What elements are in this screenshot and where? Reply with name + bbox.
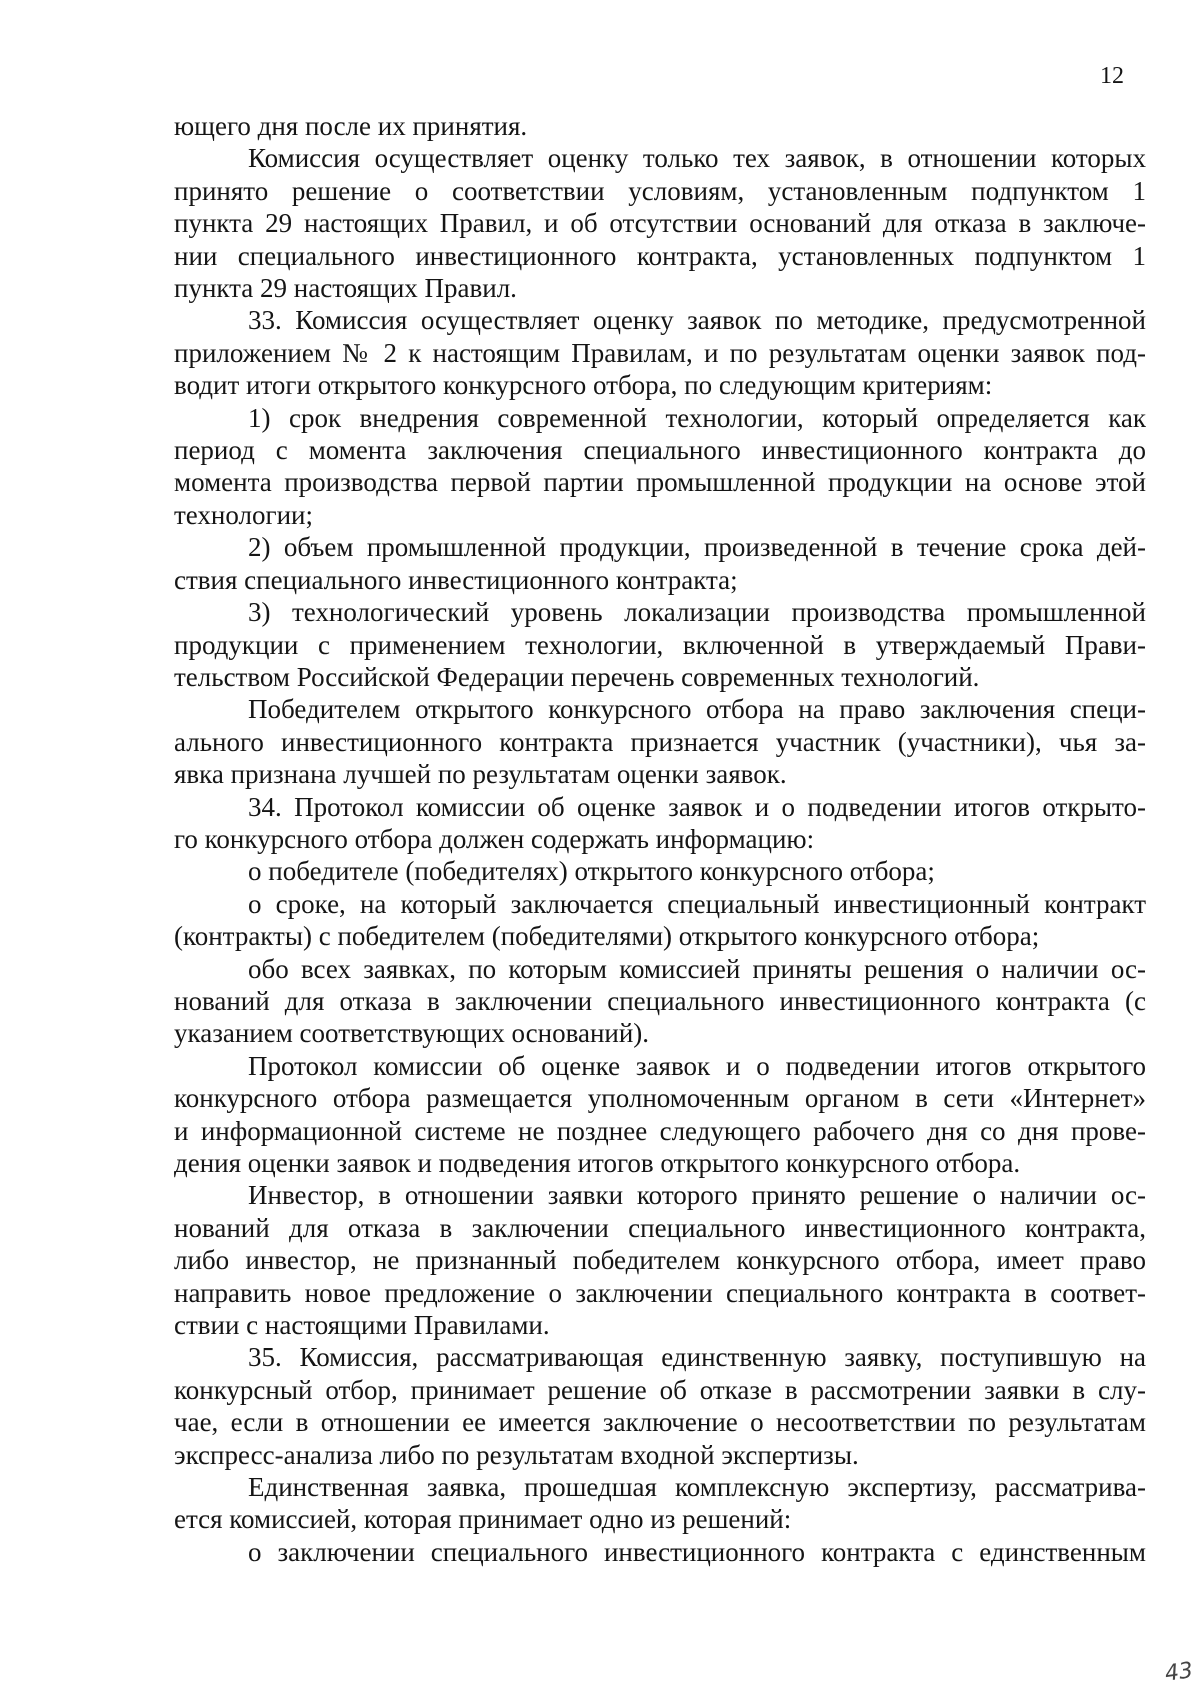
text-line: пункта 29 настоящих Правил, и об отсутствии оснований для отказа в заключе-	[174, 208, 1146, 239]
paragraph	[174, 1050, 1146, 1180]
text-line: приложением № 2 к настоящим Правилам, и по результатам оценки заявок под-	[174, 337, 1146, 368]
text-line: явка признана лучшей по результатам оценки заявок.	[174, 759, 787, 790]
paragraph	[174, 110, 1146, 142]
text-line: нований для отказа в заключении специального инвестиционного контракта (с	[174, 985, 1146, 1016]
text-line: тельством Российской Федерации перечень современных технологий.	[174, 661, 980, 692]
paragraph	[174, 953, 1146, 1050]
text-line: конкурсного отбора размещается уполномоченным органом в сети «Интернет»	[174, 1083, 1146, 1114]
paragraph	[174, 855, 1146, 887]
text-line: о заключении специального инвестиционного контракта с единственным	[248, 1536, 1146, 1567]
text-line: направить новое предложение о заключении специального контракта в соответ-	[174, 1277, 1146, 1308]
text-line: конкурсный отбор, принимает решение об отказе в рассмотрении заявки в слу-	[174, 1374, 1146, 1405]
text-line: принято решение о соответствии условиям, установленным подпунктом 1	[174, 175, 1146, 206]
text-line: 2) объем промышленной продукции, произведенной в течение срока дей-	[248, 532, 1146, 563]
text-line: нований для отказа в заключении специального инвестиционного контракта,	[174, 1212, 1146, 1243]
paragraph	[174, 888, 1146, 953]
text-line: Инвестор, в отношении заявки которого принято решение о наличии ос-	[248, 1180, 1146, 1211]
text-line: о победителе (победителях) открытого конкурсного отбора;	[248, 856, 935, 887]
text-line: ального инвестиционного контракта признается участник (участники), чья за-	[174, 726, 1146, 757]
document-body	[174, 110, 1146, 1568]
text-line: Единственная заявка, прошедшая комплексную экспертизу, рассматрива-	[248, 1472, 1146, 1503]
text-line: ется комиссией, которая принимает одно из решений:	[174, 1504, 792, 1535]
text-line: и информационной системе не позднее следующего рабочего дня со дня прове-	[174, 1115, 1146, 1146]
paragraph	[174, 402, 1146, 532]
text-line: 34. Протокол комиссии об оценке заявок и о подведении итогов открыто-	[248, 791, 1146, 822]
text-line: Протокол комиссии об оценке заявок и о подведении итогов открытого	[248, 1050, 1146, 1081]
paragraph	[174, 1536, 1146, 1568]
paragraph	[174, 304, 1146, 401]
text-line: 3) технологический уровень локализации производства промышленной	[248, 597, 1146, 628]
paragraph	[174, 1341, 1146, 1471]
text-line: либо инвестор, не признанный победителем конкурсного отбора, имеет право	[174, 1245, 1146, 1276]
text-line: пункта 29 настоящих Правил.	[174, 273, 517, 304]
text-line: указанием соответствующих оснований).	[174, 1018, 650, 1049]
paragraph	[174, 142, 1146, 304]
text-line: момента производства первой партии промышленной продукции на основе этой	[174, 467, 1146, 498]
text-line: Победителем открытого конкурсного отбора на право заключения специ-	[248, 694, 1146, 725]
paragraph	[174, 791, 1146, 856]
text-line: технологии;	[174, 499, 313, 530]
paragraph	[174, 596, 1146, 693]
text-line: 1) срок внедрения современной технологии, который определяется как	[248, 402, 1146, 433]
text-line: дения оценки заявок и подведения итогов открытого конкурсного отбора.	[174, 1148, 1021, 1178]
text-line: го конкурсного отбора должен содержать информацию:	[174, 823, 815, 854]
text-line: Комиссия осуществляет оценку только тех заявок, в отношении которых	[248, 143, 1146, 174]
paragraph	[174, 1179, 1146, 1341]
text-line: (контракты) с победителем (победителями) открытого конкурсного отбора;	[174, 921, 1040, 952]
text-line: о сроке, на который заключается специальный инвестиционный контракт	[248, 888, 1146, 919]
page-number: 12	[1100, 63, 1124, 89]
text-line: продукции с применением технологии, включенной в утверждаемый Прави-	[174, 629, 1146, 660]
text-line: ствия специального инвестиционного контракта;	[174, 564, 738, 595]
handwritten-page-mark: 43	[1163, 1658, 1195, 1687]
text-line: экспресс-анализа либо по результатам входной экспертизы.	[174, 1439, 859, 1470]
paragraph	[174, 1471, 1146, 1536]
paragraph	[174, 693, 1146, 790]
text-line: ствии с настоящими Правилами.	[174, 1310, 550, 1341]
text-line: ющего дня после их принятия.	[174, 111, 528, 141]
text-line: период с момента заключения специального инвестиционного контракта до	[174, 435, 1146, 466]
text-line: 35. Комиссия, рассматривающая единственную заявку, поступившую на	[248, 1342, 1146, 1373]
text-line: водит итоги открытого конкурсного отбора, по следующим критериям:	[174, 370, 993, 401]
text-line: нии специального инвестиционного контракта, установленных подпунктом 1	[174, 240, 1146, 271]
text-line: чае, если в отношении ее имеется заключение о несоответствии по результатам	[174, 1407, 1146, 1438]
paragraph	[174, 531, 1146, 596]
text-line: обо всех заявках, по которым комиссией приняты решения о наличии ос-	[248, 953, 1146, 984]
text-line: 33. Комиссия осуществляет оценку заявок по методике, предусмотренной	[248, 305, 1146, 336]
